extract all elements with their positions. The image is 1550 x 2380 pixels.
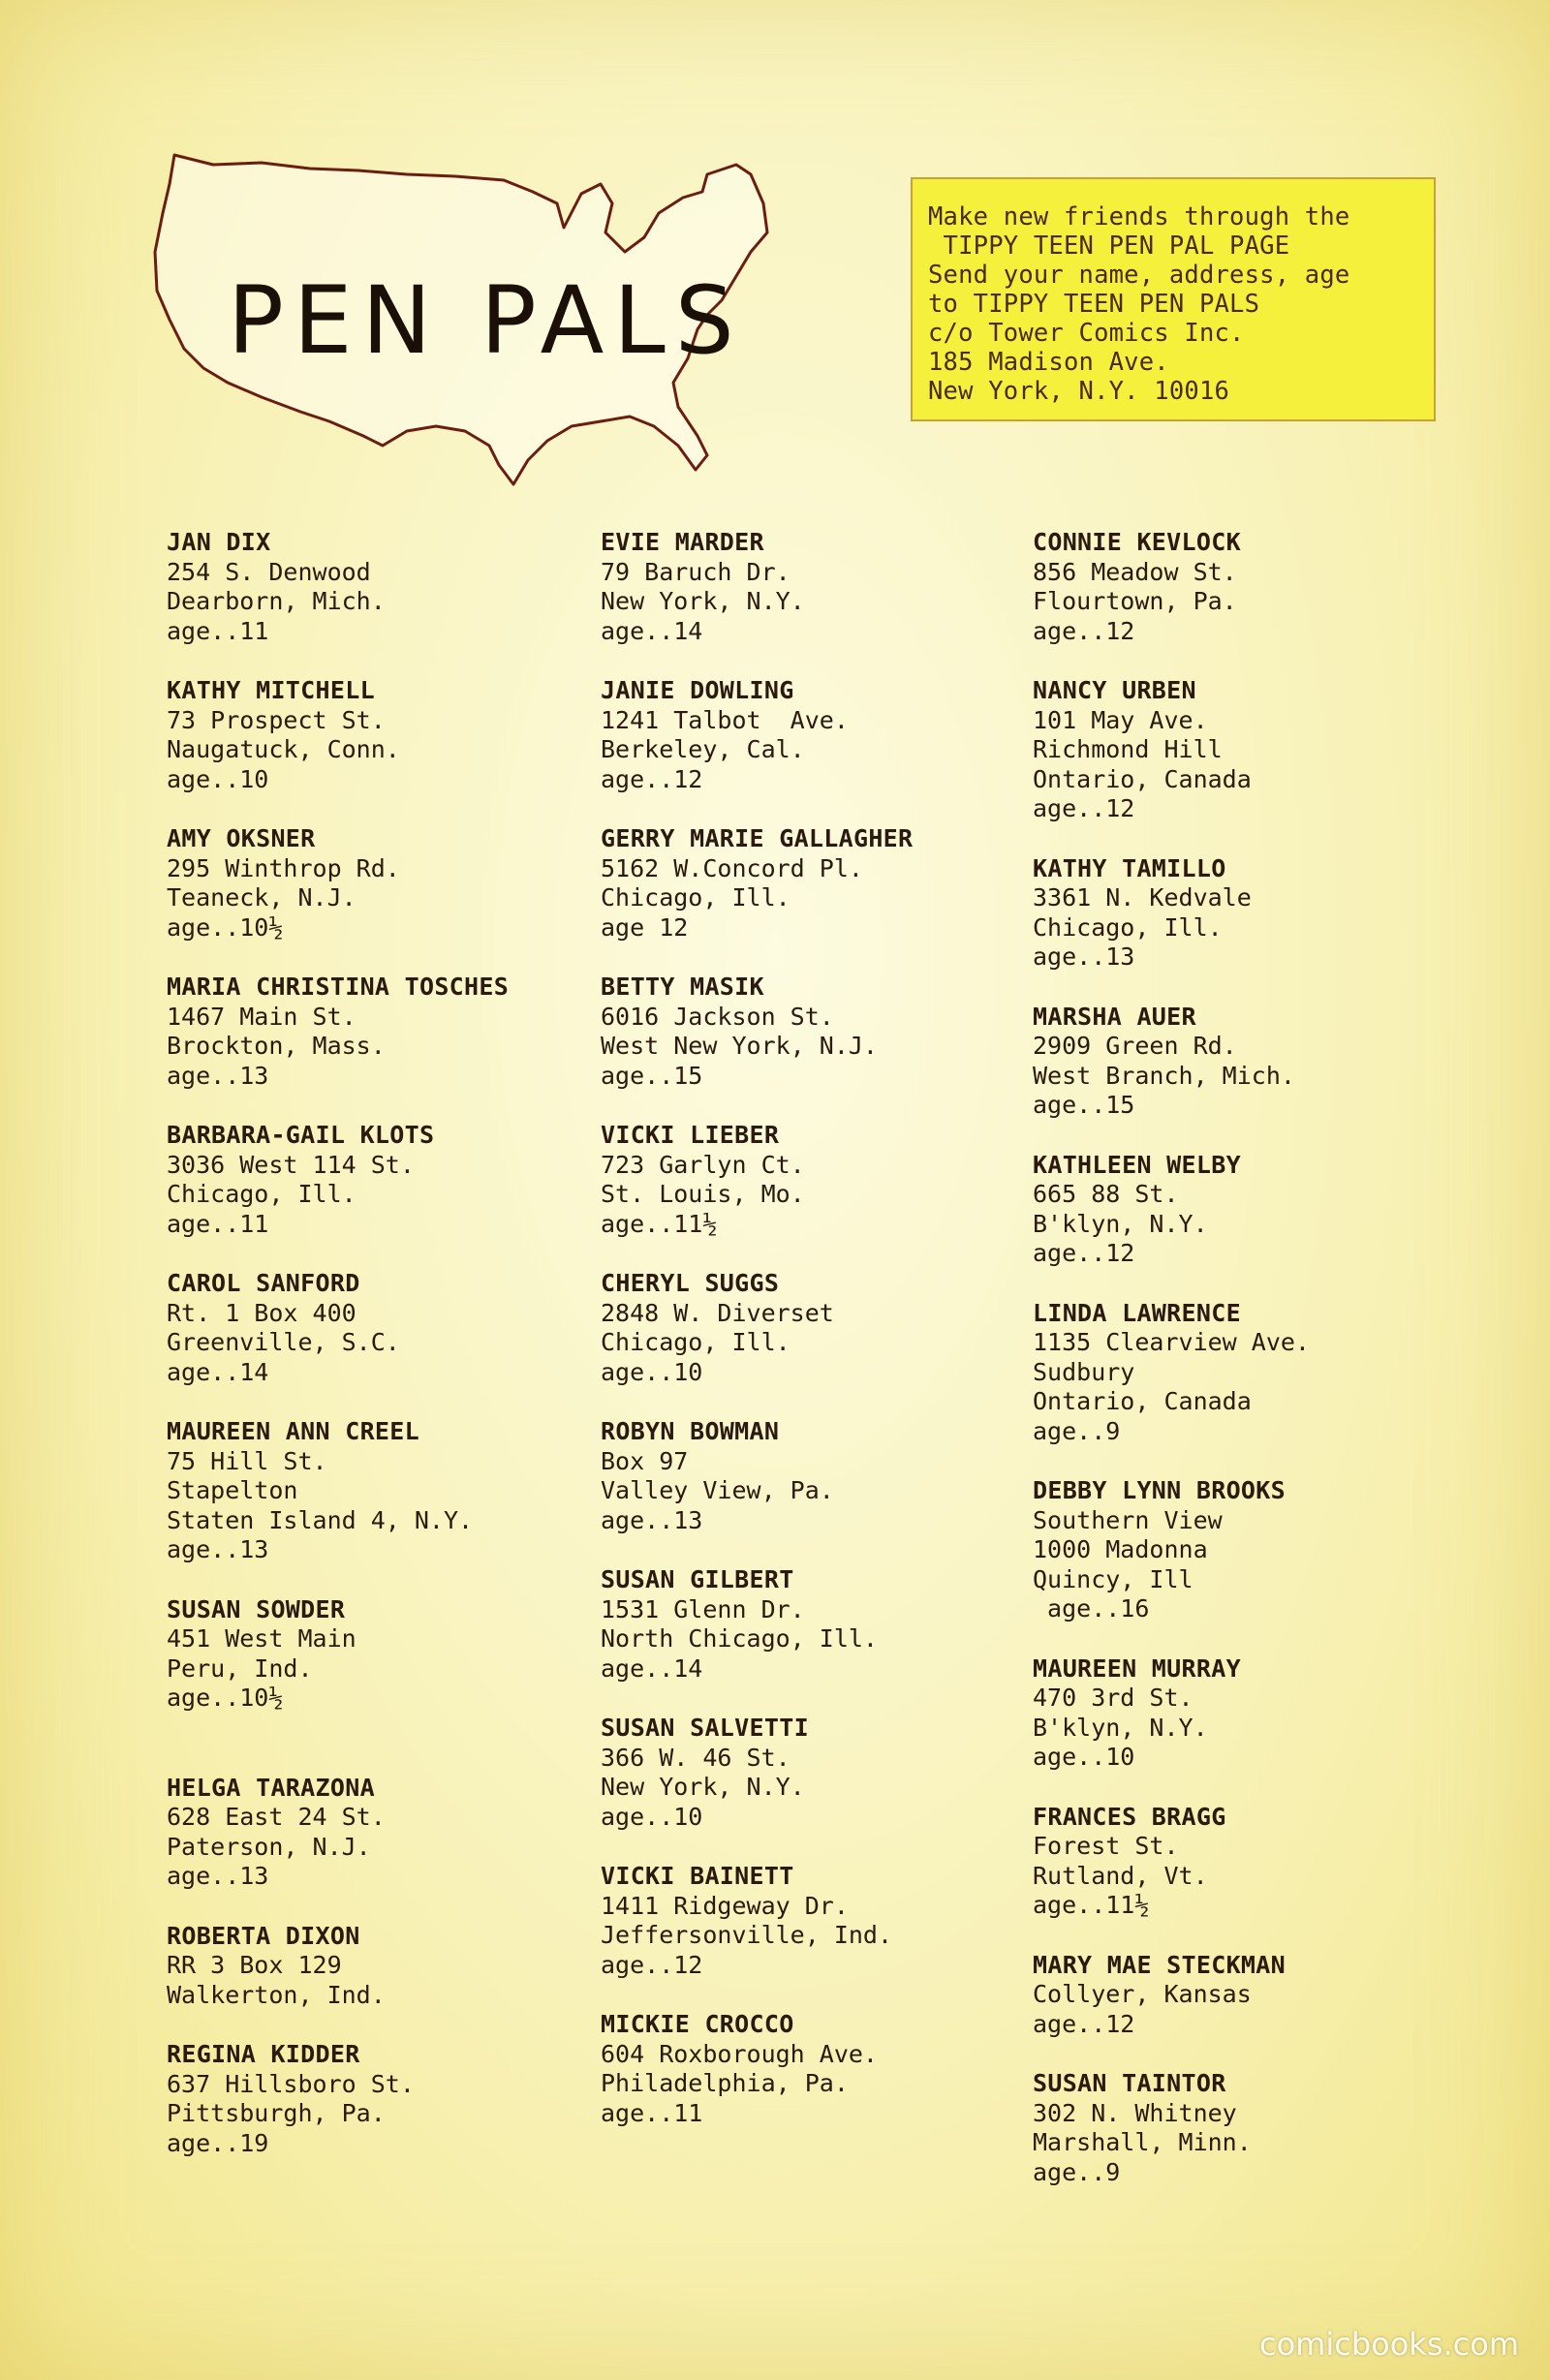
pen-pal-name: HELGA TARAZONA [167, 1773, 375, 1802]
pen-pal-address-line: Greenville, S.C. [167, 1328, 400, 1356]
pen-pal-address-line: 1241 Talbot Ave. [601, 705, 849, 734]
pen-pal-age: age..11 [601, 2098, 703, 2127]
pen-pal-name: CONNIE KEVLOCK [1033, 528, 1241, 556]
pen-pal-address-line: 3361 N. Kedvale [1033, 883, 1252, 912]
pen-pal-entry [1033, 854, 1310, 973]
pen-pal-address-line: Marshall, Minn. [1033, 2128, 1252, 2156]
pen-pal-address-line: 73 Prospect St. [167, 705, 386, 734]
pen-pal-entry [1033, 1803, 1310, 1921]
pen-pal-name: SUSAN SALVETTI [601, 1714, 809, 1742]
pen-pal-address-line: 628 East 24 St. [167, 1803, 386, 1831]
pen-pal-address-line: 6016 Jackson St. [601, 1002, 834, 1031]
pen-pal-age: age..14 [167, 1357, 269, 1386]
pen-pal-address-line: 3036 West 114 St. [167, 1150, 415, 1179]
pen-pal-address-line: Quincy, Ill [1033, 1564, 1194, 1593]
pen-pal-entry [601, 1269, 913, 1387]
pen-pal-address-line: 101 May Ave. [1033, 705, 1208, 734]
pen-pal-address-line: Valley View, Pa. [601, 1476, 834, 1504]
pen-pal-age: age..11½ [601, 1209, 718, 1238]
pen-pal-address-line: Stapelton [167, 1476, 298, 1504]
pen-pal-address-line: 75 Hill St. [167, 1446, 327, 1475]
pen-pal-address-line: Rutland, Vt. [1033, 1861, 1208, 1890]
pen-pal-address-line: Chicago, Ill. [601, 883, 790, 912]
pen-pal-age: age..10 [1033, 1743, 1135, 1771]
pen-pal-entry [167, 824, 509, 943]
pen-pal-age: age 12 [601, 912, 689, 942]
pen-pal-name: BARBARA-GAIL KLOTS [167, 1121, 435, 1149]
pen-pal-name: JAN DIX [167, 528, 271, 556]
pen-pal-entry [601, 528, 913, 646]
pen-pal-name: VICKI LIEBER [601, 1121, 780, 1149]
pen-pal-name: VICKI BAINETT [601, 1862, 794, 1890]
pen-pal-address-line: 2848 W. Diverset [601, 1298, 834, 1327]
pen-pal-age: age..13 [167, 1862, 269, 1890]
pen-pal-address-line: 79 Baruch Dr. [601, 557, 790, 586]
pen-pal-address-line: Teaneck, N.J. [167, 883, 356, 912]
pen-pal-age: age..12 [1033, 2009, 1135, 2038]
pen-pal-age: age..12 [1033, 794, 1135, 822]
pen-pal-age: age..9 [1033, 2157, 1121, 2186]
pen-pal-entry [601, 1862, 913, 1980]
pen-pal-address-line: 723 Garlyn Ct. [601, 1150, 805, 1179]
pen-pal-age: age..12 [1033, 1239, 1135, 1267]
pen-pal-name: REGINA KIDDER [167, 2040, 360, 2068]
pen-pal-entry [1033, 1151, 1310, 1269]
pen-pal-entry [167, 1269, 509, 1387]
pen-pal-name: ROBYN BOWMAN [601, 1417, 780, 1445]
pen-pal-name: KATHY MITCHELL [167, 676, 375, 704]
pen-pal-name: CAROL SANFORD [167, 1269, 360, 1297]
pen-pal-name: KATHY TAMILLO [1033, 853, 1226, 882]
notice-line: to TIPPY TEEN PEN PALS [928, 290, 1260, 319]
pen-pal-age: age..13 [1033, 943, 1135, 971]
pen-pal-name: NANCY URBEN [1033, 676, 1196, 704]
pen-pal-entry [167, 676, 509, 794]
pen-pal-name: EVIE MARDER [601, 528, 764, 556]
pen-pal-name: MARIA CHRISTINA TOSCHES [167, 973, 510, 1001]
pen-pal-address-line: West Branch, Mich. [1033, 1061, 1295, 1090]
pen-pal-age: age..12 [601, 1950, 703, 1979]
pen-pal-address-line: Rt. 1 Box 400 [167, 1298, 356, 1327]
pen-pal-address-line: Sudbury [1033, 1357, 1135, 1386]
pen-pal-name: BETTY MASIK [601, 973, 764, 1001]
pen-pal-address-line: St. Louis, Mo. [601, 1180, 805, 1208]
pen-pal-address-line: Peru, Ind. [167, 1654, 313, 1683]
pen-pal-address-line: 470 3rd St. [1033, 1684, 1194, 1712]
pen-pal-entry [1033, 1476, 1310, 1624]
pen-pal-column-1 [167, 528, 509, 2188]
pen-pal-entry [1033, 1003, 1310, 1121]
pen-pal-address-line: New York, N.Y. [601, 1773, 805, 1801]
pen-pal-entry [167, 1121, 509, 1239]
notice-line: Make new friends through the [928, 202, 1350, 232]
pen-pal-address-line: 2909 Green Rd. [1033, 1032, 1237, 1060]
notice-line: TIPPY TEEN PEN PAL PAGE [928, 232, 1290, 261]
pen-pal-entry [601, 676, 913, 794]
pen-pal-address-line: Ontario, Canada [1033, 764, 1252, 793]
pen-pal-age: age..11 [167, 616, 269, 645]
pen-pal-name: MICKIE CROCCO [601, 2010, 794, 2038]
pen-pal-entry [1033, 2069, 1310, 2187]
pen-pal-name: JANIE DOWLING [601, 676, 794, 704]
pen-pal-address-line: Chicago, Ill. [167, 1180, 356, 1208]
pen-pal-age: age..13 [167, 1061, 269, 1090]
pen-pal-address-line: Naugatuck, Conn. [167, 735, 400, 763]
pen-pal-entry [601, 1417, 913, 1535]
pen-pal-name: CHERYL SUGGS [601, 1269, 780, 1297]
pen-pal-address-line: Ontario, Canada [1033, 1387, 1252, 1415]
pen-pal-name: LINDA LAWRENCE [1033, 1298, 1241, 1327]
pen-pal-age: age..11 [167, 1209, 269, 1238]
pen-pal-name: FRANCES BRAGG [1033, 1802, 1226, 1831]
notice-line: New York, N.Y. 10016 [928, 377, 1230, 406]
pen-pal-address-line: 856 Meadow St. [1033, 557, 1237, 586]
pen-pal-address-line: 451 West Main [167, 1624, 356, 1653]
pen-pal-address-line: B'klyn, N.Y. [1033, 1209, 1208, 1238]
pen-pal-age: age..13 [167, 1535, 269, 1563]
pen-pal-age: age..16 [1033, 1594, 1150, 1623]
pen-pal-address-line: 1531 Glenn Dr. [601, 1594, 805, 1623]
pen-pal-entry [167, 1774, 509, 1892]
submission-notice [911, 177, 1436, 421]
pen-pal-address-line: 295 Winthrop Rd. [167, 853, 400, 882]
pen-pal-age: age..13 [601, 1505, 703, 1534]
pen-pal-address-line: 254 S. Denwood [167, 557, 371, 586]
pen-pal-address-line: Box 97 [601, 1446, 689, 1475]
pen-pal-entry [601, 2010, 913, 2128]
pen-pal-address-line: 1135 Clearview Ave. [1033, 1328, 1310, 1356]
pen-pal-address-line: Walkerton, Ind. [167, 1980, 386, 2009]
pen-pal-entry [1033, 1951, 1310, 2040]
pen-pal-age: age..14 [601, 616, 703, 645]
pen-pal-address-line: Flourtown, Pa. [1033, 587, 1237, 615]
pen-pal-age: age..12 [601, 764, 703, 793]
pen-pal-name: SUSAN GILBERT [601, 1565, 794, 1593]
pen-pal-address-line: Collyer, Kansas [1033, 1980, 1252, 2008]
pen-pal-address-line: Southern View [1033, 1505, 1223, 1534]
pen-pal-address-line: Philadelphia, Pa. [601, 2069, 849, 2097]
pen-pal-name: MAUREEN MURRAY [1033, 1654, 1241, 1683]
pen-pal-name: DEBBY LYNN BROOKS [1033, 1476, 1286, 1504]
pen-pal-age: age..19 [167, 2128, 269, 2157]
pen-pal-entry [601, 1714, 913, 1832]
pen-pal-entry [601, 1565, 913, 1684]
pen-pal-age: age..11½ [1033, 1891, 1150, 1919]
pen-pal-entry [601, 824, 913, 943]
notice-line: Send your name, address, age [928, 261, 1350, 290]
pen-pal-address-line: Pittsburgh, Pa. [167, 2099, 386, 2127]
pen-pal-address-line: Jeffersonville, Ind. [601, 1921, 893, 1949]
pen-pal-address-line: 1467 Main St. [167, 1002, 356, 1031]
pen-pal-entry [1033, 1654, 1310, 1773]
pen-pal-address-line: Dearborn, Mich. [167, 587, 386, 615]
pen-pal-age: age..12 [1033, 616, 1135, 645]
pen-pal-address-line: 665 88 St. [1033, 1180, 1179, 1208]
notice-line: 185 Madison Ave. [928, 348, 1169, 377]
pen-pal-age: age..15 [1033, 1091, 1135, 1119]
pen-pal-name: SUSAN SOWDER [167, 1594, 346, 1623]
pen-pal-age: age..14 [601, 1654, 703, 1683]
pen-pal-entry [601, 973, 913, 1091]
pen-pal-age: age..10 [167, 764, 269, 793]
site-watermark: comicbooks.com [1258, 2326, 1519, 2363]
pen-pal-name: SUSAN TAINTOR [1033, 2069, 1226, 2097]
pen-pal-address-line: 366 W. 46 St. [601, 1743, 790, 1772]
pen-pal-entry [167, 2040, 509, 2158]
pen-pal-age: age..10½ [167, 1684, 284, 1712]
pen-pal-address-line: 604 Roxborough Ave. [601, 2039, 878, 2068]
pen-pal-address-line: Brockton, Mass. [167, 1032, 386, 1060]
pen-pal-address-line: Berkeley, Cal. [601, 735, 805, 763]
notice-line: c/o Tower Comics Inc. [928, 319, 1245, 348]
pen-pal-entry [1033, 1299, 1310, 1447]
pen-pal-address-line: B'klyn, N.Y. [1033, 1713, 1208, 1742]
pen-pal-entry [167, 1417, 509, 1565]
pen-pal-column-2 [601, 528, 913, 2158]
pen-pal-address-line: West New York, N.J. [601, 1032, 878, 1060]
pen-pal-name: GERRY MARIE GALLAGHER [601, 824, 914, 852]
pen-pal-address-line: Paterson, N.J. [167, 1832, 371, 1861]
pen-pal-address-line: Chicago, Ill. [1033, 912, 1223, 942]
pen-pal-address-line: 5162 W.Concord Pl. [601, 853, 863, 882]
pen-pal-address-line: 1000 Madonna [1033, 1535, 1208, 1563]
pen-pal-name: AMY OKSNER [167, 824, 316, 852]
pen-pal-name: MARSHA AUER [1033, 1002, 1196, 1031]
pen-pal-age: age..10 [601, 1802, 703, 1831]
pen-pal-entry [601, 1121, 913, 1239]
pen-pal-address-line: RR 3 Box 129 [167, 1951, 342, 1979]
pen-pal-name: ROBERTA DIXON [167, 1921, 360, 1950]
pen-pal-entry [167, 1595, 509, 1714]
pen-pal-address-line: North Chicago, Ill. [601, 1624, 878, 1653]
pen-pal-name: MARY MAE STECKMAN [1033, 1950, 1286, 1979]
pen-pal-address-line: 1411 Ridgeway Dr. [601, 1891, 849, 1920]
pen-pal-entry [167, 973, 509, 1091]
pen-pal-address-line: Forest St. [1033, 1832, 1179, 1860]
pen-pal-age: age..10 [601, 1357, 703, 1386]
pen-pal-column-3 [1033, 528, 1310, 2217]
pen-pal-address-line: 637 Hillsboro St. [167, 2069, 415, 2098]
pen-pal-address-line: 302 N. Whitney [1033, 2098, 1237, 2127]
pen-pal-age: age..10½ [167, 912, 284, 942]
pen-pal-entry [167, 528, 509, 646]
pen-pal-address-line: Chicago, Ill. [601, 1328, 790, 1356]
pen-pal-age: age..15 [601, 1061, 703, 1090]
pen-pal-entry [1033, 676, 1310, 824]
pen-pal-name: MAUREEN ANN CREEL [167, 1417, 419, 1445]
pen-pal-address-line: Staten Island 4, N.Y. [167, 1505, 474, 1534]
page-title: PEN PALS [228, 266, 744, 375]
pen-pal-age: age..9 [1033, 1416, 1121, 1445]
pen-pal-name: KATHLEEN WELBY [1033, 1150, 1241, 1179]
pen-pal-address-line: Richmond Hill [1033, 735, 1223, 763]
pen-pal-entry [1033, 528, 1310, 646]
pen-pal-address-line: New York, N.Y. [601, 587, 805, 615]
pen-pal-entry [167, 1922, 509, 2011]
